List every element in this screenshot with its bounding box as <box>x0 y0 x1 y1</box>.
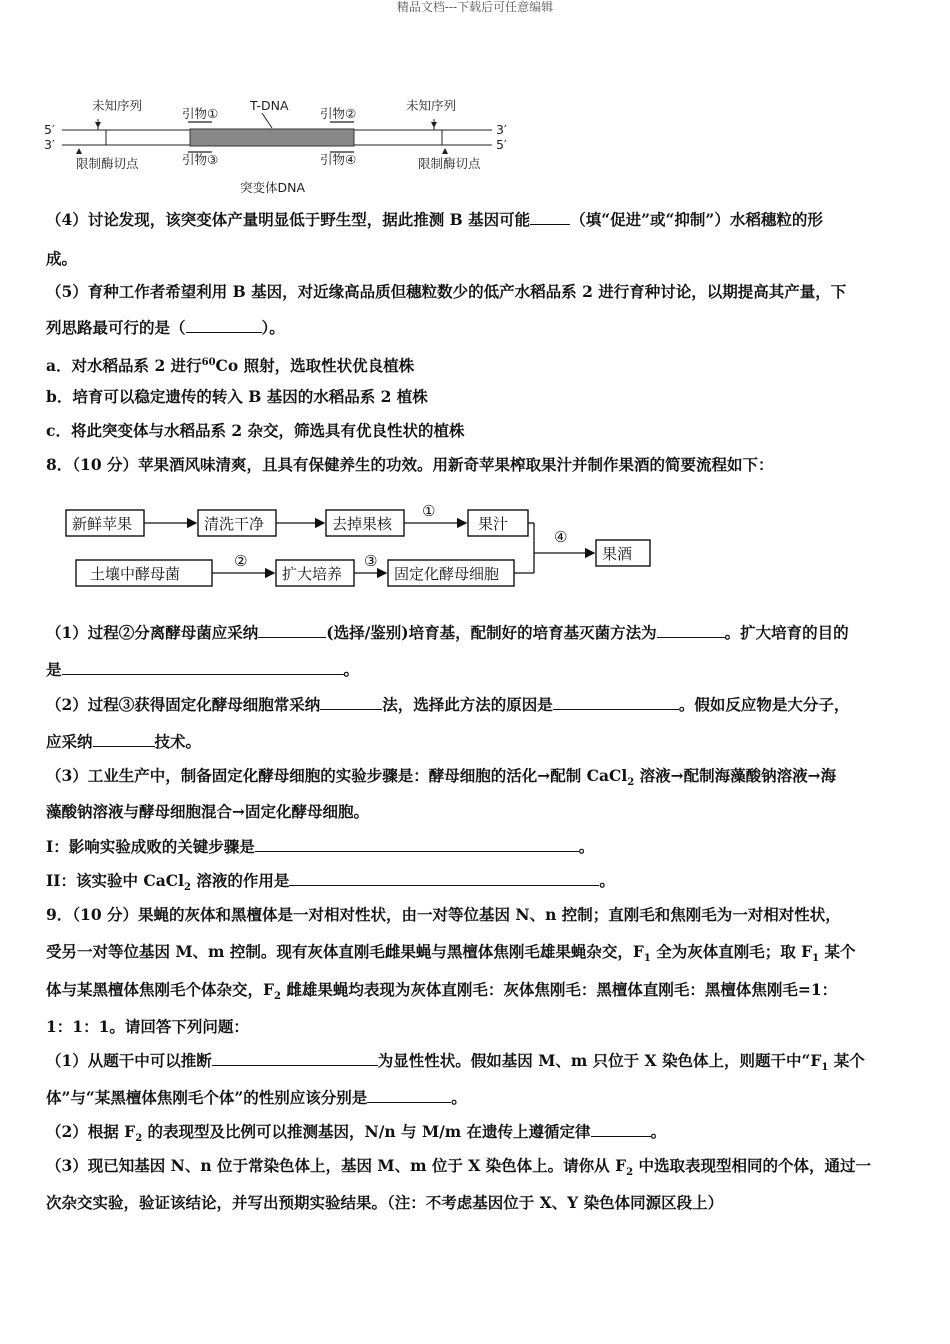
answer-blank[interactable] <box>657 623 725 638</box>
q8-item-i <box>46 837 906 857</box>
q9-p2-text-b: 的表现型及比例可以推测基因，N/n 与 M/m 在遗传上遵循定律 <box>142 1122 591 1141</box>
answer-blank[interactable] <box>289 871 599 886</box>
q9-p1-text-d: 体”与“某黑檀体焦刚毛个体”的性别应该分别是 <box>46 1088 368 1107</box>
primer1-label: 引物① <box>182 106 219 121</box>
figure-caption: 突变体DNA <box>240 180 306 195</box>
q7-p4-text-a: （4）讨论发现，该突变体产量明显低于野生型，据此推测 B 基因可能 <box>46 210 531 229</box>
q9-p3-text-a: （3）现已知基因 N、n 位于常染色体上，基因 M、m 位于 X 染色体上。请你从 F <box>46 1156 627 1175</box>
primer3-label: 引物③ <box>182 152 219 167</box>
five-prime-left: 5′ <box>44 122 55 137</box>
q9-line4: 1：1：1。请回答下列问题： <box>46 1017 249 1036</box>
q9-l2-text-b: 全为灰体直刚毛；取 F <box>650 942 813 961</box>
q9-part1-line1 <box>46 1051 906 1078</box>
q8-s3-text-a: （3）工业生产中，制备固定化酵母细胞的实验步骤是：酵母细胞的活化→配制 CaCl <box>46 766 628 785</box>
f1-subscript: 1 <box>643 953 651 965</box>
q8-ii-end: 。 <box>599 871 615 890</box>
answer-blank[interactable] <box>93 732 155 747</box>
primer2-label: 引物② <box>320 106 357 121</box>
f2-subscript: 2 <box>135 1133 143 1145</box>
q7-option-a <box>46 353 906 376</box>
q8-sub3-line1 <box>46 766 906 793</box>
q9-l2-text-c: 某个 <box>819 942 856 961</box>
q9-p1-end: 。 <box>451 1088 467 1107</box>
q7-option-c: c．将此突变体与水稻品系 2 杂交，筛选具有优良性状的植株 <box>46 421 465 440</box>
flow-step-3: ③ <box>364 552 378 570</box>
q9-l2-text-a: 受另一对等位基因 M、m 控制。现有灰体直刚毛雌果蝇与黑檀体焦刚毛雄果蝇杂交，F <box>46 942 644 961</box>
answer-blank[interactable] <box>62 660 344 675</box>
q8-s1-text-a: （1）过程②分离酵母菌应采纳 <box>46 623 259 642</box>
page-header: 精品文档---下载后可任意编辑 <box>396 0 554 14</box>
q9-part3-line1 <box>46 1156 906 1183</box>
option-a-text: a．对水稻品系 2 进行 <box>46 356 202 376</box>
q9-line2 <box>46 942 906 969</box>
q8-ii-text: II：该实验中 CaCl <box>46 871 185 890</box>
q8-s3-text-b: 溶液→配制海藻酸钠溶液→海 <box>634 766 837 785</box>
q9-line3 <box>46 980 906 1007</box>
q7-part4-line1 <box>46 210 906 230</box>
q9-line1: 9．（10 分）果蝇的灰体和黑檀体是一对相对性状，由一对等位基因 N、n 控制；直刚毛和焦刚毛为一对相对性状， <box>46 905 841 924</box>
q8-sub2-line1 <box>46 695 906 715</box>
enzyme-site-right-label: 限制酶切点 <box>418 156 481 171</box>
tdna-segment <box>190 129 354 146</box>
flow-step-1: ① <box>422 502 436 520</box>
q8-title: 8．（10 分）苹果酒风味清爽，且具有保健养生的功效。用新奇苹果榨取果汁并制作果酒的简要流程如下： <box>46 455 774 474</box>
q8-sub2-line2 <box>46 732 906 752</box>
q8-s2-text-b: 法，选择此方法的原因是 <box>382 695 553 714</box>
q9-l3-text-b: 雌雄果蝇均表现为灰体直刚毛：灰体焦刚毛：黑檀体直刚毛：黑檀体焦刚毛=1： <box>280 980 838 999</box>
q8-sub3-line2: 藻酸钠溶液与酵母细胞混合→固定化酵母细胞。 <box>46 802 369 821</box>
apple-wine-flowchart <box>60 496 660 596</box>
answer-blank[interactable] <box>212 1051 378 1066</box>
q9-p3-text-b: 中选取表现型相同的个体，通过一 <box>633 1156 871 1175</box>
q9-l3-text-a: 体与某黑檀体焦刚毛个体杂交，F <box>46 980 275 999</box>
flow-step-4: ④ <box>554 528 568 546</box>
q8-i-end: 。 <box>578 837 595 856</box>
flow-label-fresh-apple: 新鲜苹果 <box>72 515 133 533</box>
flow-label-soil-yeast: 土壤中酵母菌 <box>90 565 181 583</box>
answer-blank[interactable] <box>591 1122 651 1137</box>
q9-part1-line2 <box>46 1088 906 1108</box>
q8-s2-text-a: （2）过程③获得固定化酵母细胞常采纳 <box>46 695 321 714</box>
five-prime-right: 5′ <box>496 137 507 152</box>
flow-label-wine: 果酒 <box>602 545 633 563</box>
flow-label-immobilized: 固定化酵母细胞 <box>394 565 500 583</box>
answer-blank[interactable] <box>530 210 570 225</box>
tdna-label: T-DNA <box>250 98 289 113</box>
answer-blank[interactable] <box>258 623 326 638</box>
answer-blank[interactable] <box>320 695 382 710</box>
flow-step-2: ② <box>234 552 248 570</box>
q8-item-ii <box>46 871 906 898</box>
q9-p1-text-b: 为显性性状。假如基因 M、m 只位于 X 染色体上，则题干中“F <box>377 1051 822 1070</box>
q8-s1-text-b: (选择/鉴别)培育基，配制好的培育基灭菌方法为 <box>326 623 657 642</box>
option-a-text-2: Co 照射，选取性状优良植株 <box>215 356 415 376</box>
f1-subscript: 1 <box>812 953 820 965</box>
q7-part5-line2 <box>46 318 906 338</box>
q7-p4-text-b: （填“促进”或“抑制”）水稻穗粒的形 <box>570 210 823 229</box>
f2-subscript: 2 <box>274 991 281 1003</box>
q7-option-b: b．培育可以稳定遗传的转入 B 基因的水稻品系 2 植株 <box>46 387 428 406</box>
enzyme-site-left-label: 限制酶切点 <box>76 156 139 171</box>
q9-p2-end: 。 <box>650 1122 667 1141</box>
q9-p2-text-a: （2）根据 F <box>46 1122 136 1141</box>
q8-s2-text-d: 应采纳 <box>46 732 93 751</box>
q7-p4-text-c: 成。 <box>46 249 78 268</box>
q8-s2-text-c: 。假如反应物是大分子， <box>678 695 850 714</box>
flow-label-juice: 果汁 <box>478 515 509 533</box>
q9-part2 <box>46 1122 906 1149</box>
mutant-dna-figure <box>40 92 520 202</box>
q9-part3-line2: 次杂交实验，验证该结论，并写出预期实验结果。（注：不考虑基因位于 X、Y 染色体同源区段上） <box>46 1193 724 1212</box>
answer-blank[interactable] <box>553 695 679 710</box>
q8-i-text: I：影响实验成败的关键步骤是 <box>46 837 255 856</box>
f2-subscript: 2 <box>626 1167 634 1179</box>
q7-part5-line1: （5）育种工作者希望利用 B 基因，对近缘高品质但穗粒数少的低产水稻品系 2 进行育种讨论，以期提高其产量，下 <box>46 282 847 301</box>
flow-label-wash: 清洗干净 <box>204 515 265 533</box>
flow-label-expand: 扩大培养 <box>282 565 343 583</box>
three-prime-right: 3′ <box>496 122 507 137</box>
answer-blank[interactable] <box>186 318 262 333</box>
q8-s2-text-e: 技术。 <box>154 732 202 751</box>
q7-p5-text-b: 列思路最可行的是（ <box>46 318 186 337</box>
answer-blank[interactable] <box>255 837 579 852</box>
primer4-label: 引物④ <box>320 152 357 167</box>
f1-subscript: 1 <box>821 1062 829 1074</box>
cacl2-subscript: 2 <box>184 882 191 894</box>
unknown-seq-left-label: 未知序列 <box>92 98 143 113</box>
q8-s1-text-c: 。扩大培育的目的 <box>724 623 849 642</box>
q9-p1-text-a: （1）从题干中可以推断 <box>46 1051 212 1070</box>
answer-blank[interactable] <box>367 1088 451 1103</box>
flow-label-core: 去掉果核 <box>332 515 393 533</box>
q8-s1-text-e: 。 <box>343 660 360 679</box>
q9-p1-text-c: 某个 <box>828 1051 865 1070</box>
q8-sub1-line2 <box>46 660 906 680</box>
q8-ii-text-b: 溶液的作用是 <box>190 871 290 890</box>
isotope-superscript: 60 <box>201 357 216 368</box>
three-prime-left: 3′ <box>44 137 55 152</box>
q8-s1-text-d: 是 <box>46 660 62 679</box>
q8-sub1-line1 <box>46 623 906 643</box>
unknown-seq-right-label: 未知序列 <box>406 98 457 113</box>
q7-p5-text-c: ）。 <box>261 318 285 337</box>
cacl2-subscript: 2 <box>627 777 635 789</box>
